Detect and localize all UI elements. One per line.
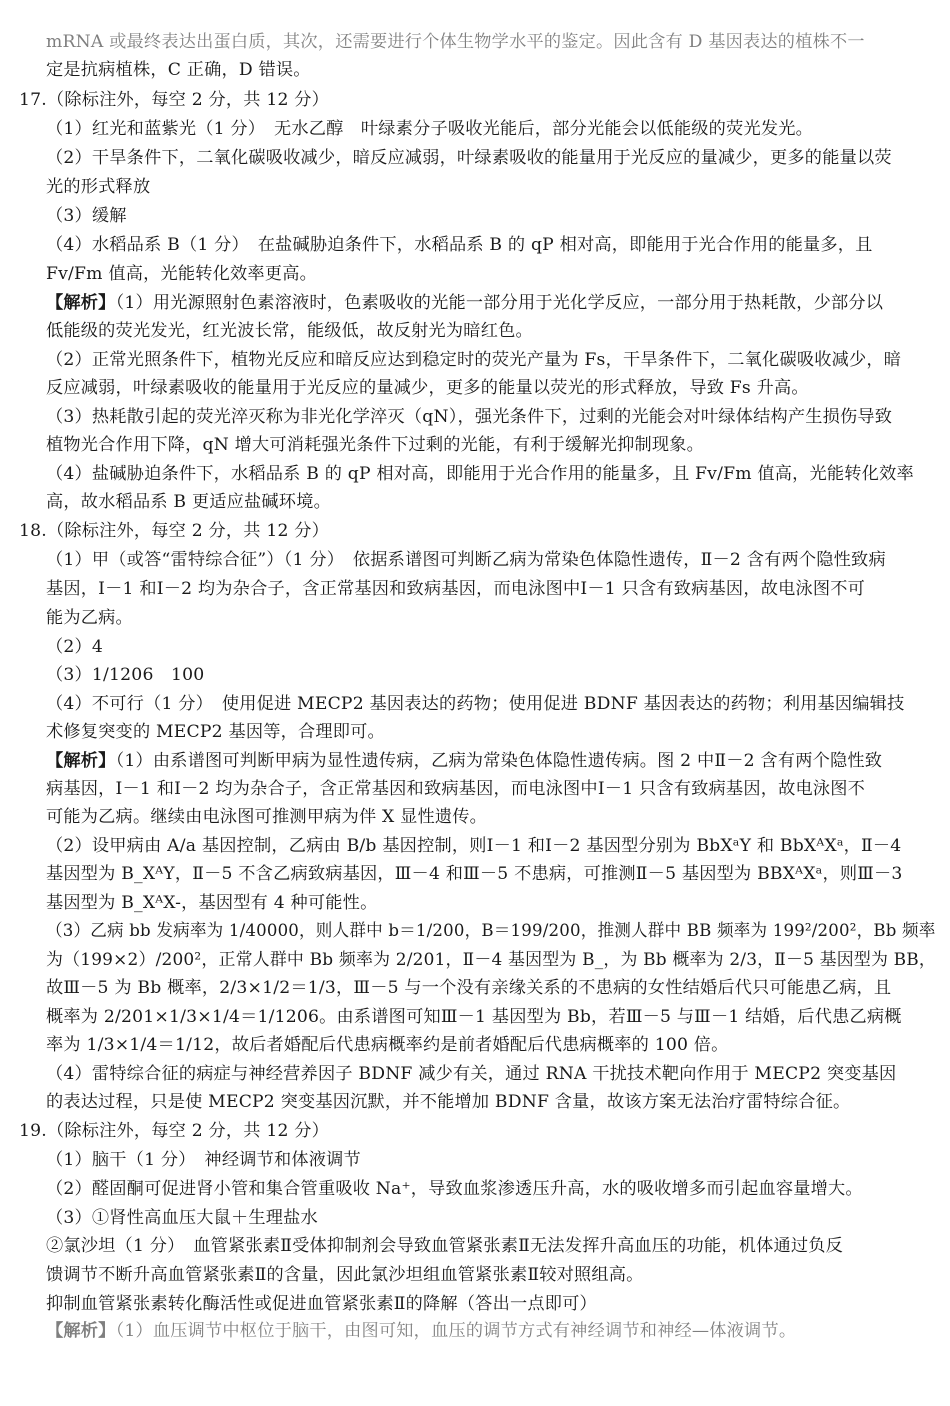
line-text: （1）红光和蓝紫光（1 分） 无水乙醇 叶绿素分子吸收光能后，部分光能会以低能级的荧光发光。 [46, 119, 814, 139]
text-line [46, 403, 892, 431]
question-heading: 17.（除标注外，每空 2 分，共 12 分） [19, 90, 330, 110]
text-line [46, 202, 127, 230]
line-text: 抑制血管紧张素转化酶活性或促进血管紧张素Ⅱ的降解（答出一点即可） [46, 1294, 597, 1314]
line-text: 基因型为 B_XᴬX-，基因型有 4 种可能性。 [46, 893, 378, 913]
line-text: （3）①肾性高血压大鼠＋生理盐水 [46, 1208, 318, 1228]
line-text: mRNA 或最终表达出蛋白质，其次，还需要进行个体生物学水平的鉴定。因此含有 D 基因表达的植株不一 [46, 32, 865, 52]
line-text: （1）脑干（1 分） 神经调节和体液调节 [46, 1150, 361, 1170]
text-line [46, 144, 892, 172]
text-line [46, 56, 311, 84]
line-text: 植物光合作用下降，qN 增大可消耗强光条件下过剩的光能，有利于缓解光抑制现象。 [46, 435, 705, 455]
text-line [19, 86, 329, 114]
text-line [46, 1175, 863, 1203]
line-text: 光的形式释放 [46, 177, 151, 197]
text-line [46, 231, 873, 259]
line-text: （4）不可行（1 分） 使用促进 MECP2 基因表达的药物；使用促进 BDNF 基因表达的药物；利用基因编辑技 [46, 694, 905, 714]
line-text: （3）1/1206 100 [46, 665, 205, 685]
text-line [19, 1117, 329, 1145]
text-line [46, 173, 150, 201]
line-text: （3）乙病 bb 发病率为 1/40000，则人群中 b＝1/200，B＝199/200，推测人群中 BB 频率为 199²/200²，Bb 频率 [46, 921, 936, 941]
line-text: （4）盐碱胁迫条件下，水稻品系 B 的 qP 相对高，即能用于光合作用的能量多，且 Fv/Fm 值高，光能转化效率 [46, 464, 914, 484]
line-text: 可能为乙病。继续由电泳图可推测甲病为伴 X 显性遗传。 [46, 807, 488, 827]
text-line [46, 860, 903, 888]
text-line [46, 917, 936, 945]
line-text: （4）雷特综合征的病症与神经营养因子 BDNF 减少有关，通过 RNA 干扰技术靶向作用于 MECP2 突变基因 [46, 1064, 897, 1084]
text-line [46, 260, 317, 288]
text-line [46, 115, 813, 143]
text-line [46, 1232, 843, 1260]
line-text: 病基因，Ⅰ－1 和Ⅰ－2 均为杂合子，含正常基因和致病基因，而电泳图中Ⅰ－1 只含有致病基因，故电泳图不 [46, 779, 866, 799]
line-text: （1）血压调节中枢位于脑干，由图可知，血压的调节方式有神经调节和神经—体液调节。 [115, 1321, 797, 1341]
text-line [46, 803, 487, 831]
line-text: 基因型为 B_XᴬY，Ⅱ－5 不含乙病致病基因，Ⅲ－4 和Ⅲ－5 不患病，可推测Ⅱ－5 基因型为 BBXᴬXᵃ，则Ⅲ－3 [46, 864, 903, 884]
line-text: 为（199×2）/200²，正常人群中 Bb 频率为 2/201，Ⅱ－4 基因型为 B_，为 Bb 概率为 2/3，Ⅱ－5 基因型为 BB， [46, 950, 937, 970]
text-line [46, 431, 704, 459]
text-line [46, 28, 865, 56]
line-text: （2）醛固酮可促进肾小管和集合管重吸收 Na⁺，导致血浆渗透压升高，水的吸收增多而引起血容量增大。 [46, 1179, 863, 1199]
text-line [46, 546, 886, 574]
line-text: 故Ⅲ－5 为 Bb 概率，2/3×1/2＝1/3，Ⅲ－5 与一个没有亲缘关系的不患病的女性结婚后代只可能患乙病，且 [46, 978, 892, 998]
line-text: 的表达过程，只是使 MECP2 突变基因沉默，并不能增加 BDNF 含量，故该方案无法治疗雷特综合征。 [46, 1092, 851, 1112]
line-text: 定是抗病植株，C 正确，D 错误。 [46, 60, 311, 80]
question-heading: 18.（除标注外，每空 2 分，共 12 分） [19, 521, 330, 541]
line-text: 反应减弱，叶绿素吸收的能量用于光反应的量减少，更多的能量以荧光的形式释放，导致 Fs 升高。 [46, 378, 809, 398]
line-text: （2）干旱条件下，二氧化碳吸收减少，暗反应减弱，叶绿素吸收的能量用于光反应的量减少，更多的能量以荧 [46, 148, 892, 168]
line-text: 馈调节不断升高血管紧张素Ⅱ的含量，因此氯沙坦组血管紧张素Ⅱ较对照组高。 [46, 1265, 644, 1285]
text-line [46, 1261, 644, 1289]
text-line [46, 775, 865, 803]
line-text: （2）正常光照条件下，植物光反应和暗反应达到稳定时的荧光产量为 Fs，干旱条件下，二氧化碳吸收减少，暗 [46, 350, 902, 370]
line-text: （4）水稻品系 B（1 分） 在盐碱胁迫条件下，水稻品系 B 的 qP 相对高，即能用于光合作用的能量多，且 [46, 235, 873, 255]
text-line [46, 575, 865, 603]
text-line [46, 747, 882, 775]
question-heading: 19.（除标注外，每空 2 分，共 12 分） [19, 1121, 330, 1141]
line-text: ②氯沙坦（1 分） 血管紧张素Ⅱ受体抑制剂会导致血管紧张素Ⅱ无法发挥升高血压的功能，机体通过负反 [46, 1236, 844, 1256]
line-text: 高，故水稻品系 B 更适应盐碱环境。 [46, 492, 331, 512]
text-line [46, 661, 204, 689]
text-line [46, 460, 914, 488]
text-line [46, 1088, 850, 1116]
text-line [46, 488, 331, 516]
text-line [46, 1290, 597, 1318]
analysis-tag: 【解析】 [46, 293, 116, 313]
analysis-tag: 【解析】 [46, 751, 116, 771]
line-text: 概率为 2/201×1/3×1/4＝1/1206。由系谱图可知Ⅲ－1 基因型为 Bb，若Ⅲ－5 与Ⅲ－1 结婚，后代患乙病概 [46, 1007, 902, 1027]
text-line [46, 633, 103, 661]
line-text: （1）甲（或答“雷特综合征”）（1 分） 依据系谱图可判断乙病为常染色体隐性遗传，Ⅱ－2 含有两个隐性致病 [46, 550, 886, 570]
line-text: 术修复突变的 MECP2 基因等，合理即可。 [46, 722, 385, 742]
analysis-tag: 【解析】 [46, 1321, 116, 1341]
line-text: （2）设甲病由 A/a 基因控制，乙病由 B/b 基因控制，则Ⅰ－1 和Ⅰ－2 基因型分别为 BbXᵃY 和 BbXᴬXᵃ，Ⅱ－4 [46, 836, 902, 856]
text-line [46, 1204, 318, 1232]
text-line [46, 604, 133, 632]
line-text: （3）热耗散引起的荧光淬灭称为非光化学淬灭（qN），强光条件下，过剩的光能会对叶绿体结构产生损伤导致 [46, 407, 893, 427]
line-text: Fv/Fm 值高，光能转化效率更高。 [46, 264, 317, 284]
text-line [46, 289, 883, 317]
line-text: 基因，Ⅰ－1 和Ⅰ－2 均为杂合子，含正常基因和致病基因，而电泳图中Ⅰ－1 只含有致病基因，故电泳图不可 [46, 579, 866, 599]
text-line [46, 690, 904, 718]
text-line [46, 974, 891, 1002]
line-text: 能为乙病。 [46, 608, 133, 628]
line-text: （3）缓解 [46, 206, 127, 226]
text-line [46, 1060, 896, 1088]
text-line [19, 517, 329, 545]
text-line [46, 317, 533, 345]
text-line [46, 946, 936, 974]
line-text: （1）用光源照射色素溶液时，色素吸收的光能一部分用于光化学反应，一部分用于热耗散，少部分以 [115, 293, 884, 313]
line-text: （2）4 [46, 637, 104, 657]
text-line [46, 1003, 902, 1031]
text-line [46, 1317, 796, 1345]
line-text: （1）由系谱图可判断甲病为显性遗传病，乙病为常染色体隐性遗传病。图 2 中Ⅱ－2 含有两个隐性致 [115, 751, 883, 771]
text-line [46, 1146, 361, 1174]
text-line [46, 346, 901, 374]
line-text: 低能级的荧光发光，红光波长常，能级低，故反射光为暗红色。 [46, 321, 533, 341]
text-line [46, 832, 901, 860]
line-text: 率为 1/3×1/4＝1/12，故后者婚配后代患病概率约是前者婚配后代患病概率的 100 倍。 [46, 1035, 729, 1055]
text-line [46, 889, 377, 917]
text-line [46, 718, 385, 746]
text-line [46, 1031, 729, 1059]
text-line [46, 374, 809, 402]
